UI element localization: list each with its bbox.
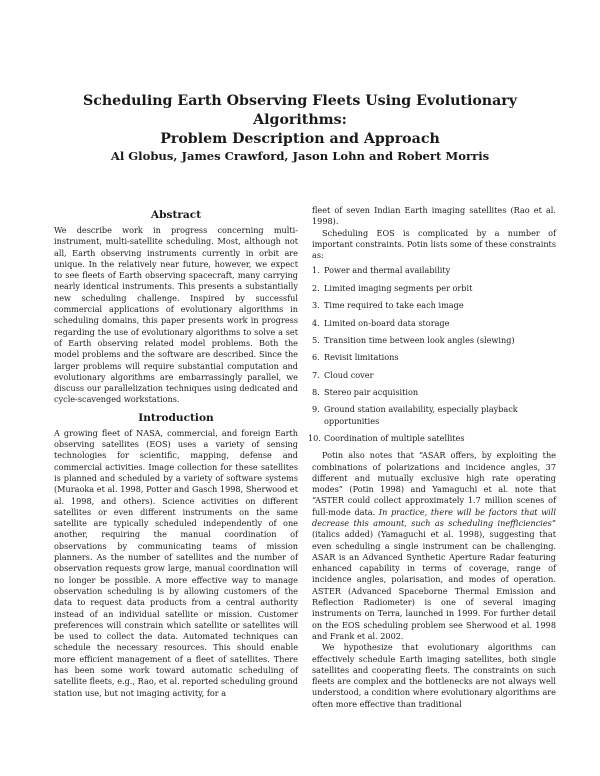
constraints-lead-in: Scheduling EOS is complicated by a number of important constraints. Potin lists some of these constraints as:	[312, 227, 556, 261]
list-item: 6. Revisit limitations	[312, 352, 399, 363]
introduction-heading: Introduction	[138, 411, 214, 424]
introduction-text: A growing fleet of NASA, commercial, and foreign Earth observing satellites (EOS) uses a variety of sensing technologies for scientific, mapping, defense and commercial activities. Image collection for these satellites is planned and scheduled by a variety of software systems (Muraoka et al. 1998, Potter and Gasch 1998, Sherwood et al. 1998, and others). Science activities on different satellites or even different instruments on the same satellite are typically scheduled independently of one another, requiring the manual coordination of observations by communicating teams of mission planners. As the number of satellites and the number of observation requests grow large, manual coordination will no longer be possible. A more effective way to manage observation scheduling is by allowing customers of the data to request data products from a central authority instead of an individual satellite or mission. Customer preferences will constrain which satellite or satellites will be used to collect the data. Automated techniques can schedule the necessary resources. This should enable more efficient management of a fleet of satellites. There has been some work toward automatic scheduling of satellite fleets, e.g., Rao, et al. reported scheduling ground station use, but not imaging activity, for a	[54, 427, 298, 698]
abstract-text: We describe work in progress concerning multi-instrument, multi-satellite scheduling. Most, although not all, Earth observing instruments currently in orbit are unique. In the relatively near future, however, we expect to see fleets of Earth observing spacecraft, many carrying nearly identical instruments. This presents a substantially new scheduling challenge. Inspired by successful commercial applications of evolutionary algorithms in scheduling domains, this paper presents work in progress regarding the use of evolutionary algorithms to solve a set of Earth observing related model problems. Both the model problems and the software are described. Since the larger problems will require substantial computation and evolutionary algorithms are embarrassingly parallel, we discuss our parallelization techniques using dedicated and cycle-scavenged workstations.	[54, 225, 298, 405]
list-item: 7. Cloud cover	[312, 369, 374, 380]
abstract-heading: Abstract	[150, 209, 202, 221]
title-line-2: Problem Description and Approach	[160, 131, 440, 147]
list-item: 5. Transition time between look angles (slewing)	[312, 334, 515, 345]
title-line-1: Scheduling Earth Observing Fleets Using Evolutionary Algorithms:	[82, 93, 518, 128]
continuation-paragraph: fleet of seven Indian Earth imaging satellites (Rao et al. 1998).	[312, 205, 556, 227]
potin-paragraph: Potin also notes that “ASAR offers, by exploiting the combinations of polarizations and incidence angles, 37 different and mutually exclusive high rate operating modes” (Potin 1998) and Yamaguchi et al. note that “ASTER could collect approximately 1.7 million scenes of full-mode data. In practice, there will be factors that will decrease this amount, such as scheduling inefficiencies” (italics added) (Yamaguchi et al. 1998), suggesting that even scheduling a single instrument can be challenging. ASAR is an Advanced Synthetic Aperture Radar featuring enhanced capability in terms of coverage, range of incidence angles, polarisation, and modes of operation. ASTER (Advanced Spaceborne Thermal Emission and Reflection Radiometer) is one of several imaging instruments on Terra, launched in 1999. For further detail on the EOS scheduling problem see Sherwood et al. 1998 and Frank et al. 2002.	[312, 450, 556, 641]
list-item: 1. Power and thermal availability	[312, 265, 451, 276]
italic-quote: In practice, there will be factors that will decrease this amount, such as scheduling inefficiencies	[312, 506, 556, 528]
constraints-list	[308, 265, 556, 444]
author-list: Al Globus, James Crawford, Jason Lohn and Robert Morris	[110, 149, 490, 163]
list-item: 3. Time required to take each image	[312, 300, 464, 311]
list-item: 4. Limited on-board data storage	[312, 317, 450, 328]
list-item: 8. Stereo pair acquisition	[312, 386, 419, 397]
list-item: 2. Limited imaging segments per orbit	[312, 282, 473, 293]
paper-title	[40, 92, 560, 149]
list-item: 10. Coordination of multiple satellites	[308, 432, 465, 443]
list-item: 9. Ground station availability, especially playback opportunities	[312, 404, 518, 426]
right-column	[308, 205, 556, 710]
left-column	[54, 208, 298, 699]
hypothesis-paragraph: We hypothesize that evolutionary algorithms can effectively schedule Earth imaging satellites, both single satellites and cooperating fleets. The constraints on such fleets are complex and the bottlenecks are not always well understood, a condition where evolutionary algorithms are often more effective than traditional	[312, 642, 556, 709]
